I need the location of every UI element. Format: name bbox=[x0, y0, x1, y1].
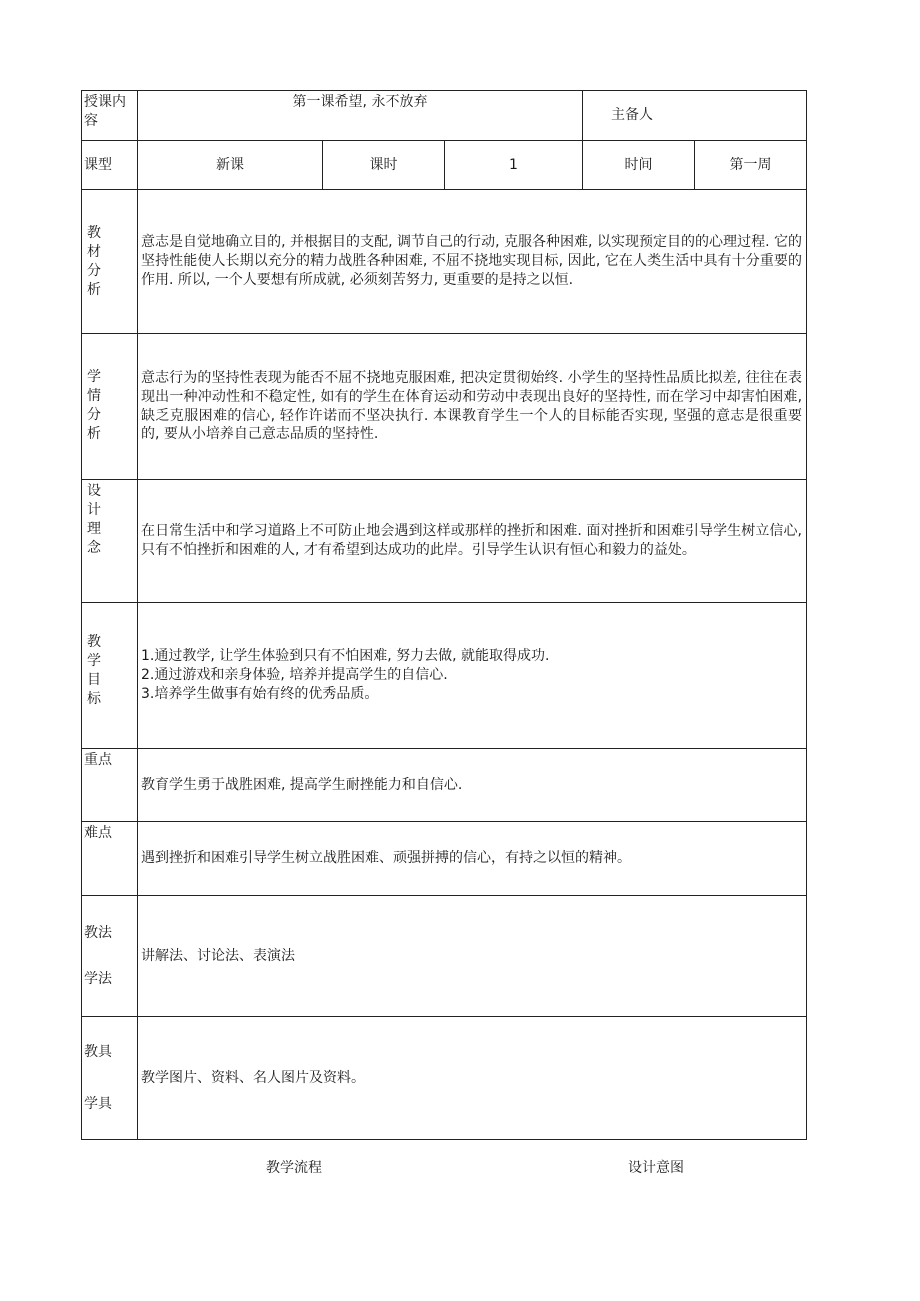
goals-list bbox=[138, 603, 807, 749]
methods-labels bbox=[82, 896, 138, 1017]
tools-row bbox=[82, 1017, 807, 1140]
key-row bbox=[82, 749, 807, 822]
topic-row bbox=[82, 91, 807, 141]
concept-label: 设计理念 bbox=[82, 480, 138, 603]
hours-label: 课时 bbox=[323, 141, 445, 190]
teach-tools-label: 教具 bbox=[84, 1044, 112, 1060]
students-text: 意志行为的坚持性表现为能否不屈不挠地克服困难, 把决定贯彻始终. 小学生的坚持性品质比拟差, 往往在表现出一种冲动性和不稳定性, 如有的学生在体育运动和劳动中表现出良好的坚持性, 而在学习中却害怕困难, 缺乏克服困难的信心, 轻作许诺而不坚决执行. 本课教育学生一个人的目标能否实现, 坚强的意志是很重要的, 要从小培养自己意志品质的坚持性. bbox=[138, 334, 807, 480]
students-label: 学情分析 bbox=[82, 334, 138, 480]
meta-row bbox=[82, 141, 807, 190]
teaching-flow-heading: 教学流程 bbox=[266, 1160, 322, 1176]
goals-label: 教学目标 bbox=[82, 603, 138, 749]
goal-item-1: 1.通过教学, 让学生体验到只有不怕困难, 努力去做, 就能取得成功. bbox=[141, 648, 550, 665]
material-text: 意志是自觉地确立目的, 并根据目的支配, 调节自己的行动, 克服各种困难, 以实现预定目的的心理过程. 它的坚持性能使人长期以充分的精力战胜各种困难, 不屈不挠地实现目标, 因此, 它在人类生活中具有十分重要的作用. 所以, 一个人要想有所成就, 必须刻苦努力, 更重要的是持之以恒. bbox=[138, 190, 807, 334]
time-value: 第一周 bbox=[695, 141, 807, 190]
tools-labels bbox=[82, 1017, 138, 1140]
goals-row bbox=[82, 603, 807, 749]
topic-label: 授课内容 bbox=[82, 91, 138, 141]
hours-value: 1 bbox=[445, 141, 583, 190]
students-row bbox=[82, 334, 807, 480]
lesson-plan-table bbox=[81, 90, 807, 1140]
material-label: 教材分析 bbox=[82, 190, 138, 334]
methods-text: 讲解法、讨论法、表演法 bbox=[138, 896, 807, 1017]
goal-item-3: 3.培养学生做事有始有终的优秀品质。 bbox=[141, 685, 379, 702]
owner-label: 主备人 bbox=[583, 91, 807, 141]
concept-row bbox=[82, 480, 807, 603]
methods-row bbox=[82, 896, 807, 1017]
design-intent-heading: 设计意图 bbox=[628, 1160, 684, 1176]
lesson-title: 第一课希望, 永不放弃 bbox=[138, 91, 583, 141]
key-text: 教育学生勇于战胜困难, 提高学生耐挫能力和自信心. bbox=[138, 749, 807, 822]
concept-text: 在日常生活中和学习道路上不可防止地会遇到这样或那样的挫折和困难. 面对挫折和困难引导学生树立信心, 只有不怕挫折和困难的人, 才有希望到达成功的此岸。引导学生认识有恒心和毅力的益处。 bbox=[138, 480, 807, 603]
goal-item-2: 2.通过游戏和亲身体验, 培养并提高学生的自信心. bbox=[141, 667, 448, 684]
time-label: 时间 bbox=[583, 141, 695, 190]
teach-method-label: 教法 bbox=[84, 925, 112, 941]
type-label: 课型 bbox=[82, 141, 138, 190]
key-label: 重点 bbox=[82, 749, 138, 822]
learn-tools-label: 学具 bbox=[84, 1096, 112, 1112]
learn-method-label: 学法 bbox=[84, 971, 112, 987]
difficulty-text: 遇到挫折和困难引导学生树立战胜困难、顽强拼搏的信心，有持之以恒的精神。 bbox=[138, 822, 807, 896]
difficulty-row bbox=[82, 822, 807, 896]
tools-text: 教学图片、资料、名人图片及资料。 bbox=[138, 1017, 807, 1140]
difficulty-label: 难点 bbox=[82, 822, 138, 896]
material-row bbox=[82, 190, 807, 334]
type-value: 新课 bbox=[138, 141, 323, 190]
